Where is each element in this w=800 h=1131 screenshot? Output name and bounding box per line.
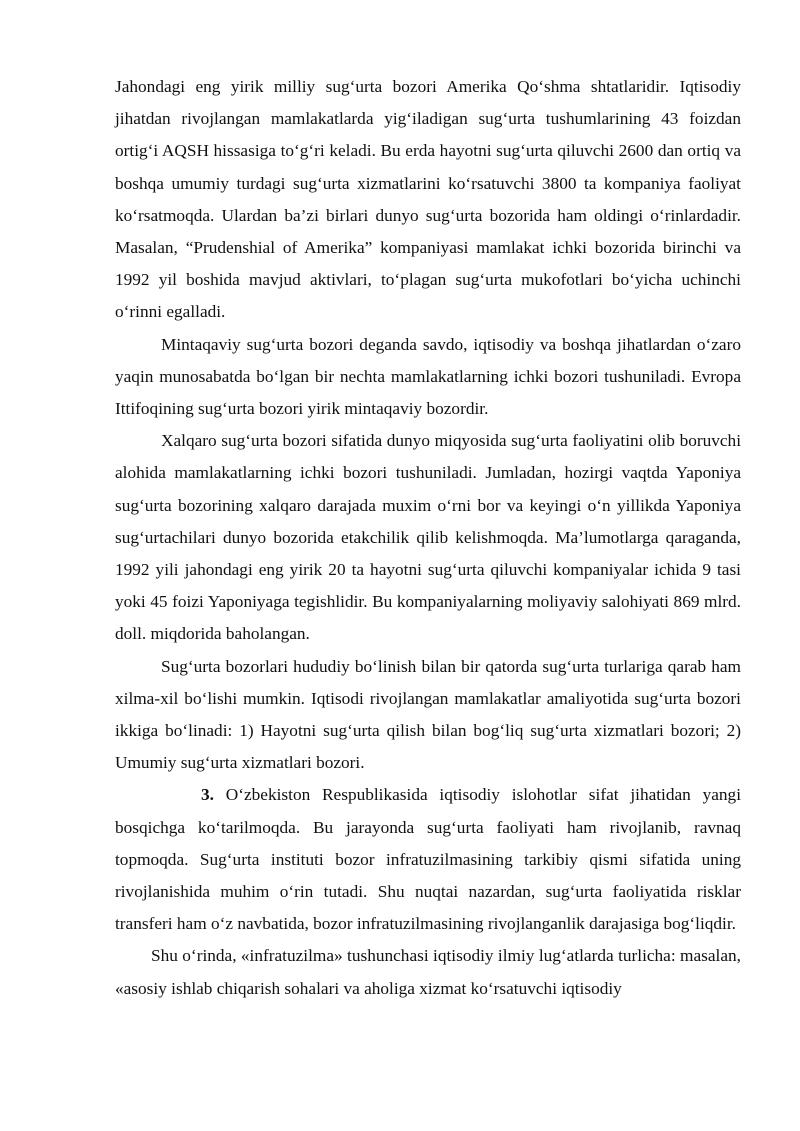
paragraph-4: Sug‘urta bozorlari hududiy bo‘linish bilan bir qatorda sug‘urta turlariga qarab ham xilma-xil bo‘lishi mumkin. Iqtisodi rivojlangan mamlakatlar amaliyotida sug‘urta bozori ikkiga bo‘linadi: 1) Hayotni sug‘urta qilish bilan bog‘liq sug‘urta xizmatlari bozori; 2) Umumiy sug‘urta xizmatlari bozori. [115,656,741,773]
document-page [115,71,741,1005]
paragraph-2: Mintaqaviy sug‘urta bozori deganda savdo, iqtisodiy va boshqa jihatlardan o‘zaro yaqin munosabatda bo‘lgan bir nechta mamlakatlarning ichki bozori tushuniladi. Evropa Ittifoqining sug‘urta bozori yirik mintaqaviy bozordir. [115,334,741,419]
paragraph-1: Jahondagi eng yirik milliy sug‘urta bozori Amerika Qo‘shma shtatlaridir. Iqtisodiy jihatdan rivojlangan mamlakatlarda yig‘iladigan sug‘urta tushumlarining 43 foizdan ortig‘i AQSH hissasiga to‘g‘ri keladi. Bu erda hayotni sug‘urta qiluvchi 2600 dan ortiq va boshqa umumiy turdagi sug‘urta xizmatlarini ko‘rsatuvchi 3800 ta kompaniya faoliyat ko‘rsatmoqda. Ulardan ba’zi birlari dunyo sug‘urta bozorida ham oldingi o‘rinlardadir. Masalan, “Prudenshial of Amerika” kompaniyasi mamlakat ichki bozorida birinchi va 1992 yil boshida mavjud aktivlari, to‘plagan sug‘urta mukofotlari bo‘yicha uchinchi o‘rinni egalladi. [115,77,741,322]
section-number: 3. [201,785,214,805]
paragraph-3: Xalqaro sug‘urta bozori sifatida dunyo miqyosida sug‘urta faoliyatini olib boruvchi alohida mamlakatlarning ichki bozori tushuniladi. Jumladan, hozirgi vaqtda Yaponiya sug‘urta bozorining xalqaro darajada muxim o‘rni bor va keyingi o‘n yillikda Yaponiya sug‘urtachilari dunyo bozorida etakchilik qilib kelishmoqda. Ma’lumotlarga qaraganda, 1992 yili jahondagi eng yirik 20 ta hayotni sug‘urta qiluvchi kompaniyalar ichida 9 tasi yoki 45 foizi Yaponiyaga tegishlidir. Bu kompaniyalarning moliyaviy salohiyati 869 mlrd. doll. miqdorida baholangan. [115,431,741,644]
paragraph-5 [115,779,741,940]
paragraph-5-text: O‘zbekiston Respublikasida iqtisodiy islohotlar sifat jihatidan yangi bosqichga ko‘tarilmoqda. Bu jarayonda sug‘urta faoliyati ham rivojlanib, ravnaq topmoqda. Sug‘urta instituti bozor infratuzilmasining tarkibiy qismi sifatida uning rivojlanishida muhim o‘rin tutadi. Shu nuqtai nazardan, sug‘urta faoliyatida risklar transferi ham o‘z navbatida, bozor infratuzilmasining rivojlanganlik darajasiga bog‘liqdir. [115,785,741,934]
paragraph-6: Shu o‘rinda, «infratuzilma» tushunchasi iqtisodiy ilmiy lug‘atlarda turlicha: masalan, «asosiy ishlab chiqarish sohalari va aholiga xizmat ko‘rsatuvchi iqtisodiy [115,946,741,998]
